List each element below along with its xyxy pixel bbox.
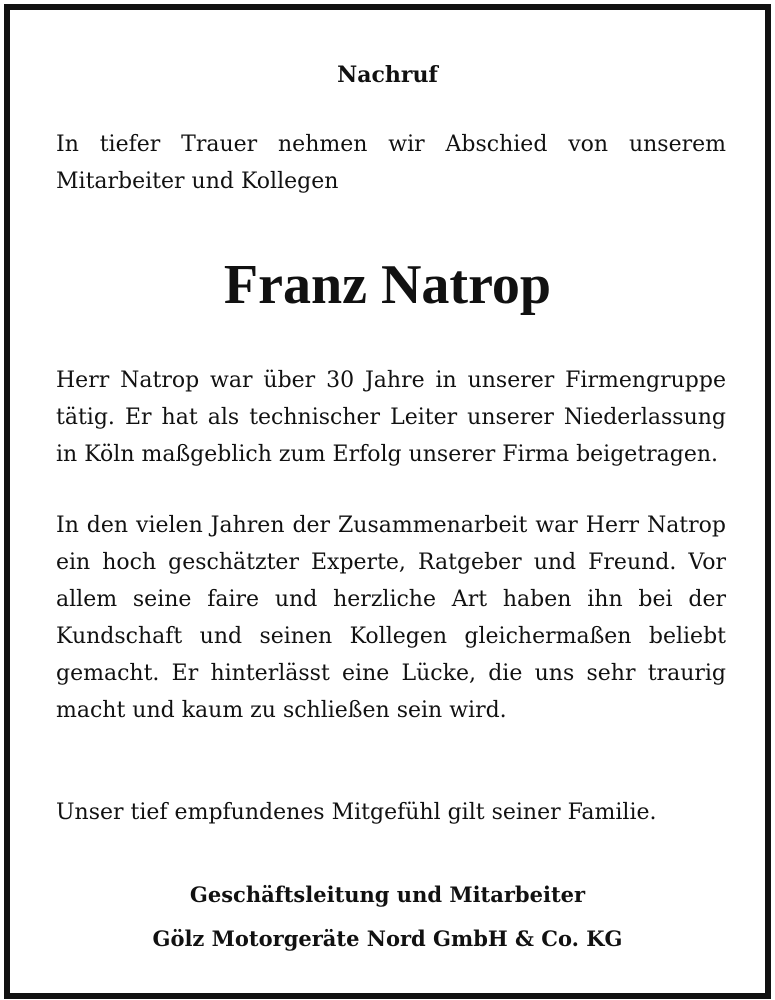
signature-management: Geschäftsleitung und Mitarbeiter xyxy=(189,882,586,907)
paragraph-career: Herr Natrop war über 30 Jahre in unserer Firmengruppe tätig. Er hat als technischer Leiter unserer Niederlassung in Köln maßgeblich zum Erfolg unserer Firma beigetragen. xyxy=(56,368,726,467)
deceased-name: Franz Natrop xyxy=(223,254,552,316)
intro-text: In tiefer Trauer nehmen wir Abschied von unserem Mitarbeiter und Kollegen xyxy=(56,132,726,194)
signature-company: Gölz Motorgeräte Nord GmbH & Co. KG xyxy=(152,926,623,951)
notice-heading: Nachruf xyxy=(337,62,438,88)
paragraph-tribute: In den vielen Jahren der Zusammenarbeit war Herr Natrop ein hoch geschätzter Experte, Ratgeber und Freund. Vor allem seine faire und herzliche Art haben ihn bei der Kundschaft und seinen Kollegen gleichermaßen beliebt gemacht. Er hinterlässt eine Lücke, die uns sehr traurig macht und kaum zu schließen sein wird. xyxy=(56,513,726,723)
paragraph-condolence: Unser tief empfundenes Mitgefühl gilt seiner Familie. xyxy=(56,800,657,825)
obituary-notice xyxy=(4,4,771,999)
